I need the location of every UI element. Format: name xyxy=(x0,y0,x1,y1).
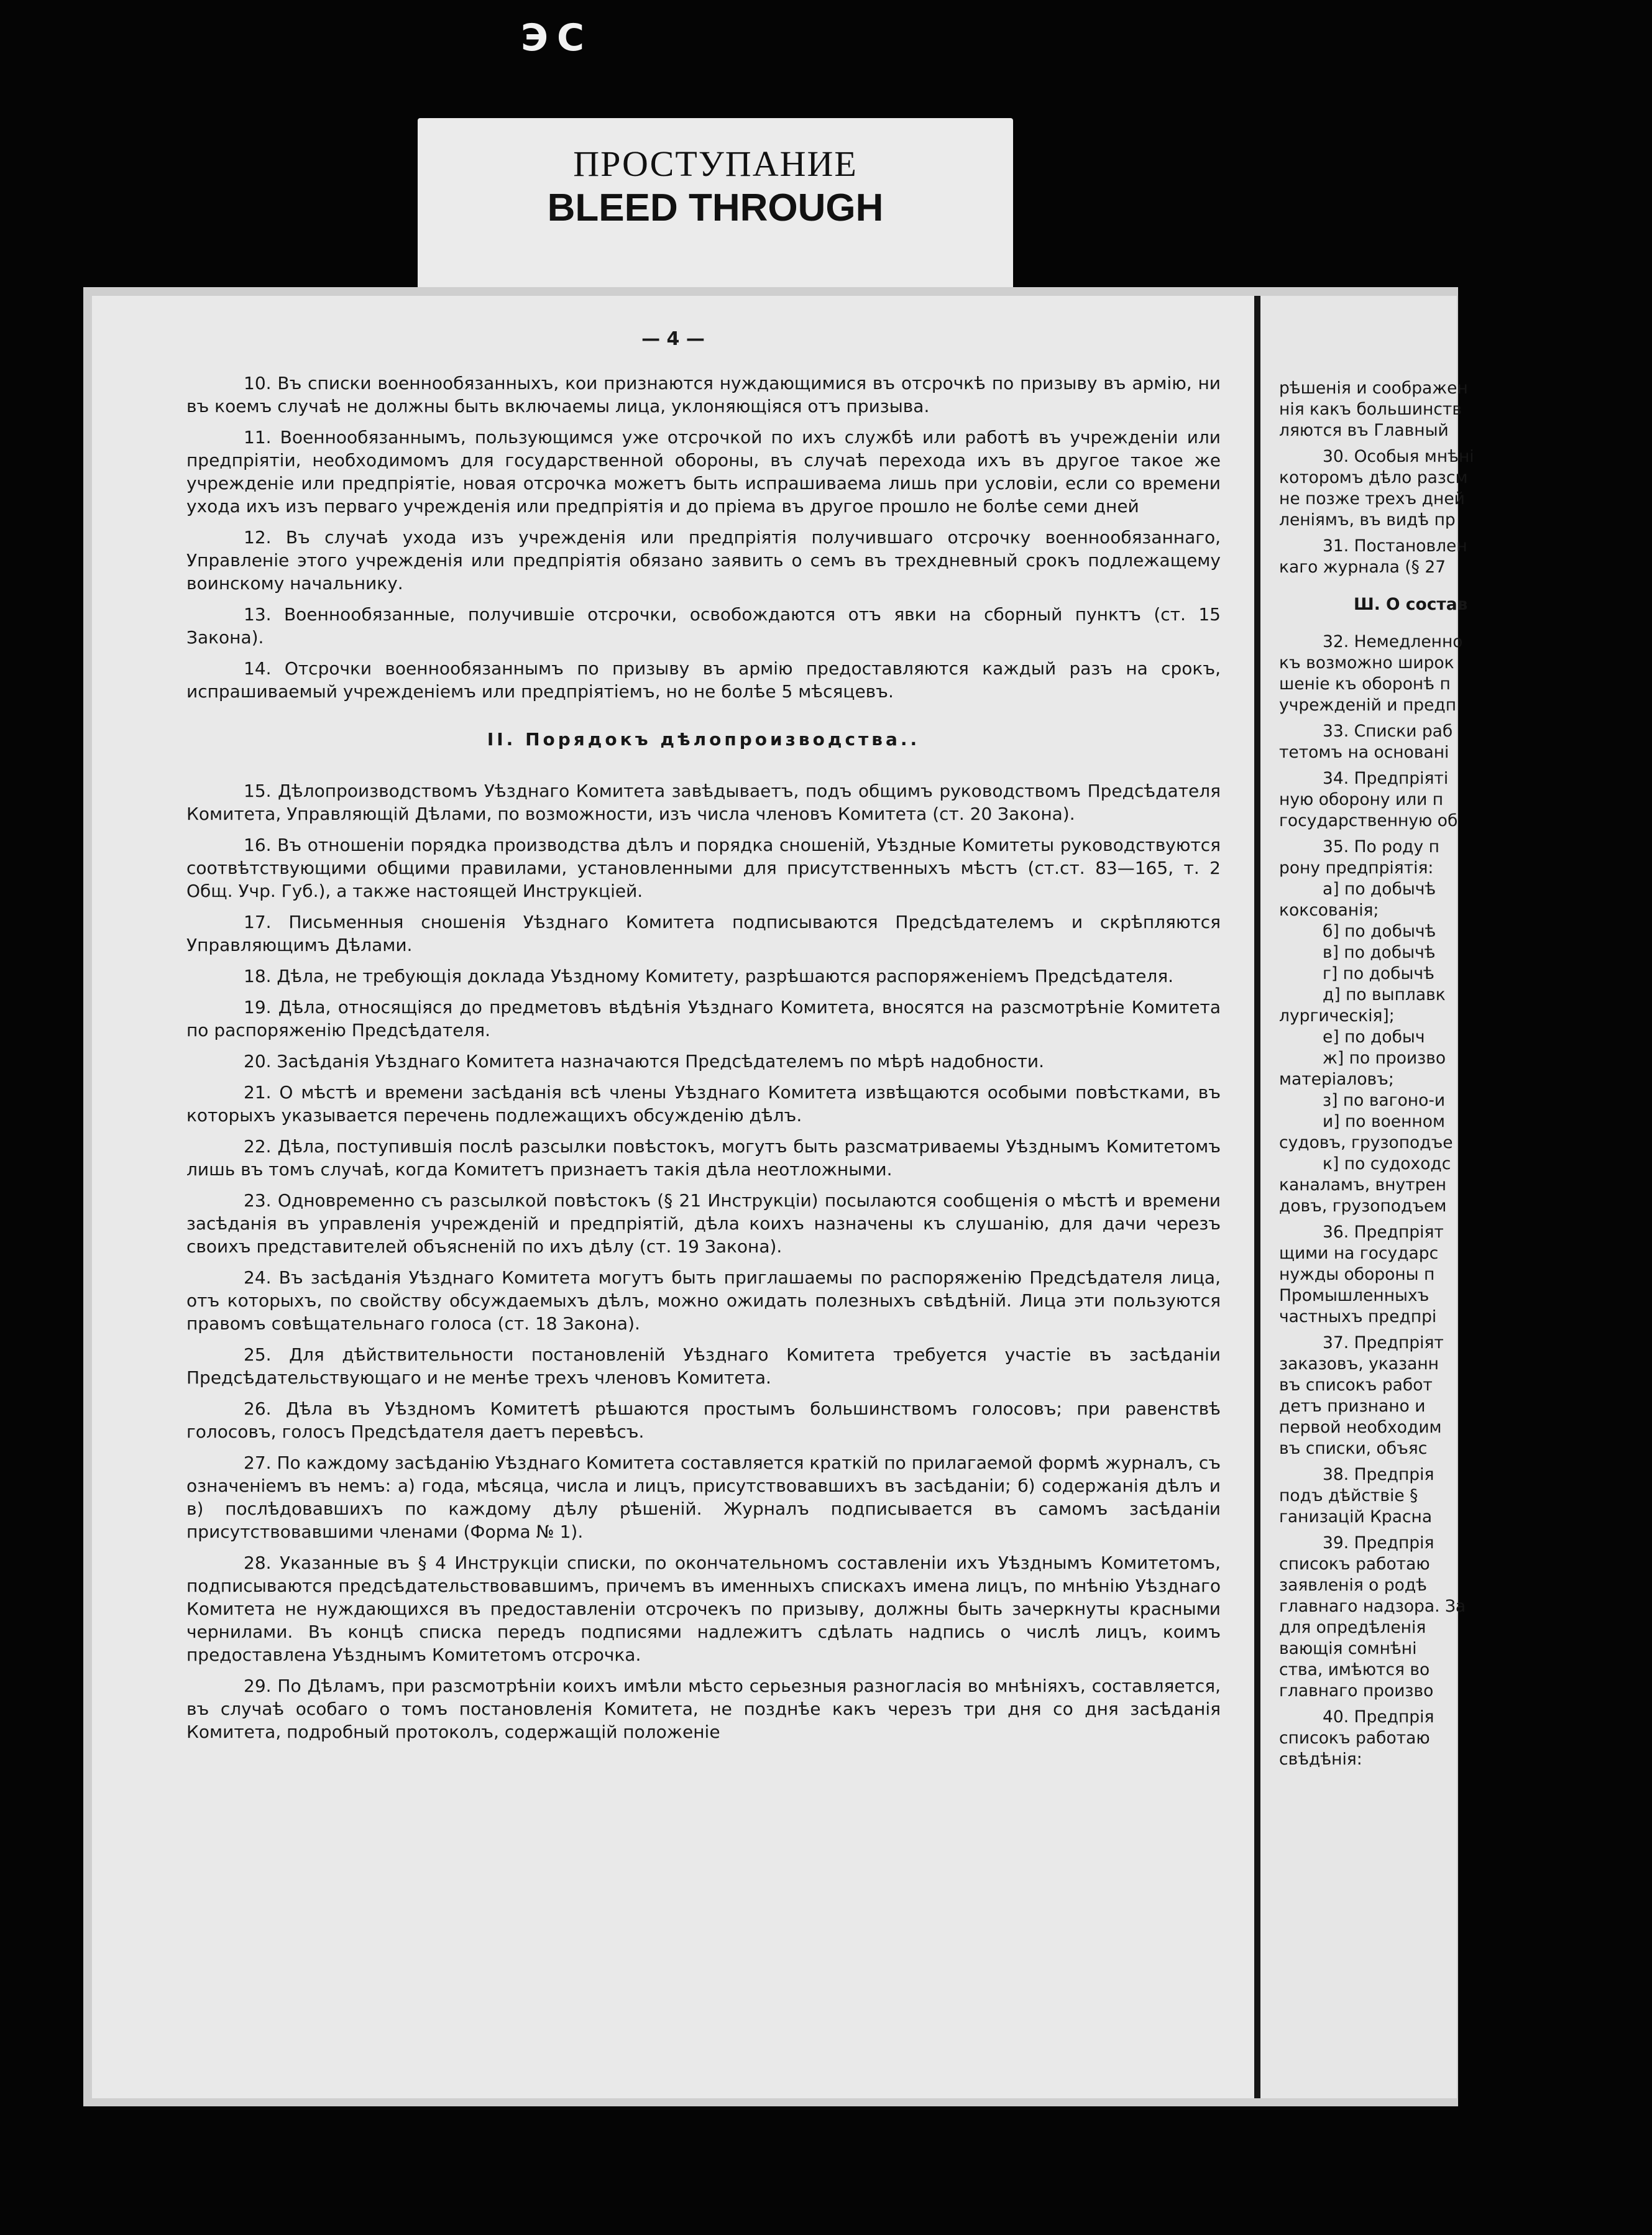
right-fragment-line: ж] по произво xyxy=(1323,1049,1446,1068)
label-russian: ПРОСТУПАНИЕ xyxy=(573,144,858,184)
film-mark: ЭС xyxy=(521,16,594,60)
right-fragment-line: и] по военном xyxy=(1323,1112,1445,1131)
right-fragment-line: Промышленныхъ xyxy=(1279,1286,1429,1305)
right-fragment-line: лургическія]; xyxy=(1279,1006,1395,1026)
right-fragment-line: ства, имѣются во xyxy=(1279,1660,1430,1679)
paragraph: 27. По каждому засѣданію Уѣзднаго Комитета составляется краткій по прилагаемой формѣ журналъ, съ означеніемъ въ немъ: а) года, мѣсяца, числа и лицъ, присутствовавшихъ въ засѣданіи; б) содержанія дѣлъ и в) послѣдовавшихъ по каждому дѣлу рѣшеній. Журналъ подписывается въ самомъ засѣданіи присутствовавшими членами (Форма № 1). xyxy=(186,1453,1221,1542)
right-fragment-line: каналамъ, внутрен xyxy=(1279,1175,1447,1195)
right-fragment-line: 37. Предпріят xyxy=(1323,1333,1444,1352)
paragraph: 28. Указанные въ § 4 Инструкціи списки, по окончательномъ составленіи ихъ Уѣзднымъ Комитетомъ, подписываются предсѣдательствовавшимъ, причемъ въ именныхъ спискахъ имена лицъ, по мнѣнію Уѣзднаго Комитета не нуждающихся въ предоставленіи отсрочекъ по призыву, должны быть зачеркнуты красными чернилами. Въ концѣ списка передъ подписями надлежитъ сдѣлать надпись о числѣ лицъ, коимъ предоставлена Уѣзднымъ Комитетомъ отсрочка. xyxy=(186,1553,1221,1665)
right-fragment-line: главнаго надзора. За xyxy=(1279,1597,1466,1616)
right-fragment-line: тетомъ на основані xyxy=(1279,743,1449,762)
right-fragment-line: нія какъ большинств xyxy=(1279,400,1462,419)
right-fragment-line: ную оборону или п xyxy=(1279,790,1444,809)
right-fragment-line: 39. Предпрія xyxy=(1323,1533,1434,1553)
right-fragment-line: 32. Немедленно xyxy=(1323,632,1463,651)
right-fragment-line: матеріаловъ; xyxy=(1279,1070,1394,1089)
paragraph: 26. Дѣла въ Уѣздномъ Комитетѣ рѣшаются простымъ большинствомъ голосовъ; при равенствѣ голосовъ, голосъ Предсѣдателя даетъ перевѣсъ. xyxy=(186,1398,1221,1442)
right-fragment-line: 36. Предпріят xyxy=(1323,1223,1444,1242)
right-fragment-line: 40. Предпрія xyxy=(1323,1707,1434,1727)
paragraph: 23. Одновременно съ разсылкой повѣстокъ (§ 21 Инструкціи) посылаются сообщенія о мѣстѣ и времени засѣданія въ управленія учрежденій и предпріятій, дѣла коихъ назначены къ слушанію, для дачи черезъ своихъ представителей объясненій по ихъ дѣлу (ст. 19 Закона). xyxy=(186,1190,1221,1257)
right-fragment-line: подъ дѣйствіе § xyxy=(1279,1486,1418,1505)
right-fragment-line: которомъ дѣло разсм xyxy=(1279,468,1468,487)
right-fragment-line: а] по добычѣ xyxy=(1323,879,1436,899)
paragraph: 11. Военнообязаннымъ, пользующимся уже отсрочкой по ихъ службѣ или работѣ въ учрежденіи или предпріятіи, необходимомъ для государственной обороны, въ случаѣ перехода ихъ въ другое такое же учрежденіе или предпріятіе, новая отсрочка можетъ быть испрашиваема лишь при условіи, если со времени ухода ихъ изъ перваго учрежденія или предпріятія и до пріема въ другое прошло не болѣе семи дней xyxy=(186,427,1221,516)
paragraph: 21. О мѣстѣ и времени засѣданія всѣ члены Уѣзднаго Комитета извѣщаются особыми повѣстками, въ которыхъ указывается перечень подлежащихъ обсужденію дѣлъ. xyxy=(186,1082,1221,1126)
right-fragment-line: главнаго произво xyxy=(1279,1681,1434,1700)
right-fragment-line: леніямъ, въ видѣ пр xyxy=(1279,510,1456,530)
page-gutter xyxy=(1254,296,1260,2098)
main-text-column xyxy=(186,372,1221,1751)
section-title: II. Порядокъ дѣлопроизводства.. xyxy=(487,729,920,750)
right-fragment-line: е] по добыч xyxy=(1323,1027,1425,1047)
right-column-text xyxy=(1279,378,1652,1770)
right-fragment-line: довъ, грузоподъем xyxy=(1279,1196,1447,1216)
right-fragment-line: рону предпріятія: xyxy=(1279,858,1434,878)
paragraph: 25. Для дѣйствительности постановленій Уѣзднаго Комитета требуется участіе въ засѣданіи Предсѣдательствующаго и не менѣе трехъ членовъ Комитета. xyxy=(186,1344,1221,1388)
right-fragment-line: ганизацій Красна xyxy=(1279,1507,1433,1526)
right-fragment-line: в] по добычѣ xyxy=(1323,943,1436,962)
right-fragment-line: рѣшенія и соображен xyxy=(1279,379,1468,398)
right-fragment-line: списокъ работаю xyxy=(1279,1554,1430,1574)
right-fragment-line: судовъ, грузоподъе xyxy=(1279,1133,1453,1152)
paragraph: 15. Дѣлопроизводствомъ Уѣзднаго Комитета завѣдываетъ, подъ общимъ руководствомъ Предсѣдателя Комитета, Управляющій Дѣлами, по возможности, изъ числа членовъ Комитета (ст. 20 Закона). xyxy=(186,781,1221,824)
right-fragment-line: для опредѣленія xyxy=(1279,1618,1426,1637)
right-fragment-line: детъ признано и xyxy=(1279,1397,1426,1416)
label-english: BLEED THROUGH xyxy=(547,186,884,229)
right-fragment-line: свѣдѣнія: xyxy=(1279,1750,1362,1769)
right-fragment-line: первой необходим xyxy=(1279,1418,1442,1437)
right-fragment-line: въ списокъ работ xyxy=(1279,1375,1433,1395)
right-fragment-line: учрежденій и предп xyxy=(1279,695,1457,715)
right-fragment-line: въ списки, объяс xyxy=(1279,1439,1428,1458)
right-fragment-line: 33. Списки раб xyxy=(1323,722,1453,741)
right-fragment-line: 34. Предпріяті xyxy=(1323,769,1449,788)
right-fragment-line: з] по вагоно-и xyxy=(1323,1091,1446,1110)
paragraph: 18. Дѣла, не требующія доклада Уѣздному Комитету, разрѣшаются распоряженіемъ Предсѣдателя. xyxy=(244,966,1174,986)
right-fragment-line: не позже трехъ дней xyxy=(1279,489,1465,508)
paragraph: 19. Дѣла, относящіяся до предметовъ вѣдѣнія Уѣзднаго Комитета, вносятся на разсмотрѣніе Комитета по распоряженію Предсѣдателя. xyxy=(186,997,1221,1040)
paragraph: 13. Военнообязанные, получившіе отсрочки, освобождаются отъ явки на сборный пунктъ (ст. 15 Закона). xyxy=(186,604,1221,648)
page-right-fragment xyxy=(1260,296,1474,2098)
right-fragment-line: щими на государс xyxy=(1279,1244,1439,1263)
right-fragment-line: 38. Предпрія xyxy=(1323,1465,1434,1484)
right-fragment-line: вающія сомнѣні xyxy=(1279,1639,1417,1658)
right-fragment-line: шеніе къ оборонѣ п xyxy=(1279,674,1451,694)
paragraph: 29. По Дѣламъ, при разсмотрѣніи коихъ имѣли мѣсто серьезныя разногласія во мнѣніяхъ, составляется, въ случаѣ особаго о томъ постановленія Комитета, не позднѣе какъ черезъ три дня со дня засѣданія Комитета, подробный протоколъ, содержащій положеніе xyxy=(186,1676,1221,1742)
paragraph: 12. Въ случаѣ ухода изъ учрежденія или предпріятія получившаго отсрочку военнообязаннаго, Управленіе этого учрежденія или предпріятія обязано заявить о семъ въ трехдневный срокъ подлежащему воинскому начальнику. xyxy=(186,527,1221,594)
right-fragment-line: каго журнала (§ 27 xyxy=(1279,558,1446,577)
paragraph: 20. Засѣданія Уѣзднаго Комитета назначаются Предсѣдателемъ по мѣрѣ надобности. xyxy=(244,1051,1045,1072)
page-number: — 4 — xyxy=(641,328,705,350)
paragraph: 16. Въ отношеніи порядка производства дѣлъ и порядка сношеній, Уѣздные Комитеты руководствуются соотвѣтствующими общими правилами, установленными для присутственныхъ мѣстъ (ст.ст. 83—165, т. 2 Общ. Учр. Губ.), а также настоящей Инструкціей. xyxy=(186,835,1221,901)
right-fragment-line: б] по добычѣ xyxy=(1323,922,1436,941)
right-fragment-line: къ возможно широк xyxy=(1279,653,1454,672)
right-fragment-line: 35. По роду п xyxy=(1323,837,1439,856)
right-fragment-line: государственную об xyxy=(1279,811,1458,830)
paragraph: 17. Письменныя сношенія Уѣзднаго Комитета подписываются Предсѣдателемъ и скрѣпляются Управляющимъ Дѣлами. xyxy=(186,912,1221,955)
right-fragment-line: коксованія; xyxy=(1279,901,1379,920)
right-fragment-line: заявленія о родѣ xyxy=(1279,1576,1427,1595)
right-fragment-line: 30. Особыя мнѣні xyxy=(1323,447,1474,466)
right-fragment-line: нужды обороны п xyxy=(1279,1265,1435,1284)
paragraph: 24. Въ засѣданія Уѣзднаго Комитета могутъ быть приглашаемы по распоряженію Предсѣдателя лица, отъ которыхъ, по свойству обсуждаемыхъ дѣлъ, можно ожидать полезныхъ свѣдѣній. Лица эти пользуются правомъ совѣщательнаго голоса (ст. 18 Закона). xyxy=(186,1267,1221,1334)
paragraph: 10. Въ списки военнообязанныхъ, кои признаются нуждающимися въ отсрочкѣ по призыву въ армію, ни въ коемъ случаѣ не должны быть включаемы лица, уклоняющіяся отъ призыва. xyxy=(186,373,1221,416)
right-fragment-line: списокъ работаю xyxy=(1279,1728,1430,1748)
right-fragment-line: заказовъ, указанн xyxy=(1279,1354,1439,1374)
right-fragment-line: к] по судоходс xyxy=(1323,1154,1451,1173)
paragraph: 14. Отсрочки военнообязаннымъ по призыву въ армію предоставляются каждый разъ на срокъ, испрашиваемый учрежденіемъ или предпріятіемъ, но не болѣе 5 мѣсяцевъ. xyxy=(186,658,1221,702)
right-fragment-line: 31. Постановлен xyxy=(1323,536,1467,556)
right-fragment-line: Ш. О состав xyxy=(1354,595,1468,614)
right-fragment-line: д] по выплавк xyxy=(1323,985,1446,1004)
right-fragment-line: ляются въ Главный xyxy=(1279,421,1449,440)
right-fragment-line: г] по добычѣ xyxy=(1323,964,1434,983)
paragraph: 22. Дѣла, поступившія послѣ разсылки повѣстокъ, могутъ быть разсматриваемы Уѣзднымъ Комитетомъ лишь въ томъ случаѣ, когда Комитетъ признаетъ такія дѣла неотложными. xyxy=(186,1136,1221,1180)
right-fragment-line: частныхъ предпрі xyxy=(1279,1307,1437,1326)
